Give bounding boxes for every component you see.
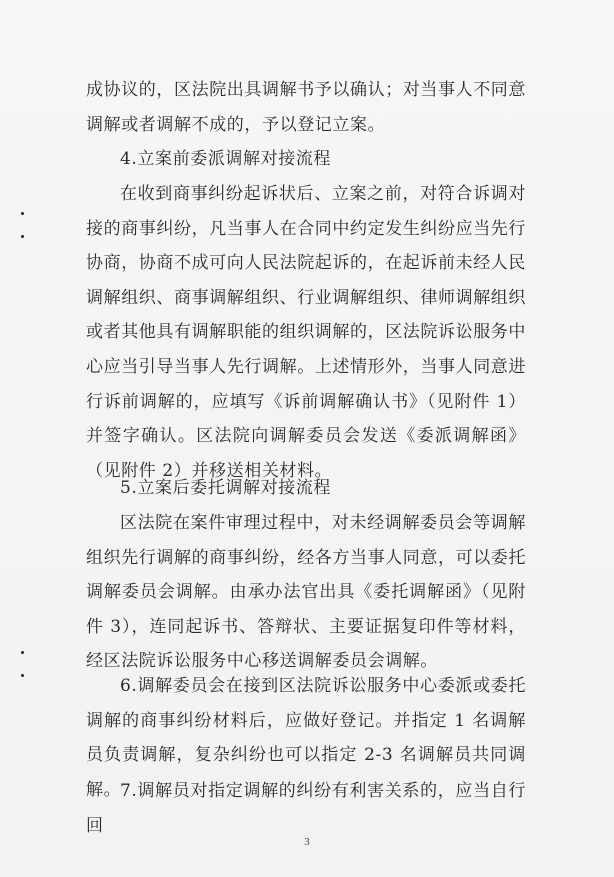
paragraph-mediator-recusal: 7.调解员对指定调解的纠纷有利害关系的，应当自行回	[86, 781, 526, 836]
paragraph-continuation: 成协议的，区法院出具调解书予以确认；对当事人不同意调解或者调解不成的，予以登记立案。	[86, 80, 526, 135]
paragraph-post-filing-mediation: 区法院在案件审理过程中，对未经调解委员会等调解组织先行调解的商事纠纷，经各方当事人同意，可以委托调解委员会调解。由承办法官出具《委托调解函》（见附件 3），连同起诉书、答辩状、主要证据复印件等材料，经区法院诉讼服务中心移送调解委员会调解。	[86, 513, 526, 672]
paragraph-pre-filing-mediation: 在收到商事纠纷起诉状后、立案之前，对符合诉调对接的商事纠纷，凡当事人在合同中约定发生纠纷应当先行协商，协商不成可向人民法院起诉的，在起诉前未经人民调解组织、商事调解组织、行业调解组织、律师调解组织或者其他具有调解职能的组织调解的，区法院诉讼服务中心应当引导当事人先行调解。上述情形外，当事人同意进行诉前调解的，应填写《诉前调解确认书》（见附件 1）并签字确认。区法院向调解委员会发送《委派调解函》（见附件 2）并移送相关材料。	[86, 184, 526, 481]
page-number: 3	[304, 836, 310, 848]
paragraph-mediator-assignment: 6.调解委员会在接到区法院诉讼服务中心委派或委托调解的商事纠纷材料后，应做好登记。并指定 1 名调解员负责调解，复杂纠纷也可以指定 2-3 名调解员共同调解。	[86, 676, 526, 800]
binding-hole-mark	[21, 674, 24, 677]
heading-pre-filing-mediation: 4.立案前委派调解对接流程	[120, 149, 332, 169]
binding-hole-mark	[21, 651, 24, 654]
binding-hole-mark	[21, 235, 24, 238]
heading-post-filing-mediation: 5.立案后委托调解对接流程	[120, 478, 332, 498]
binding-hole-mark	[21, 212, 24, 215]
